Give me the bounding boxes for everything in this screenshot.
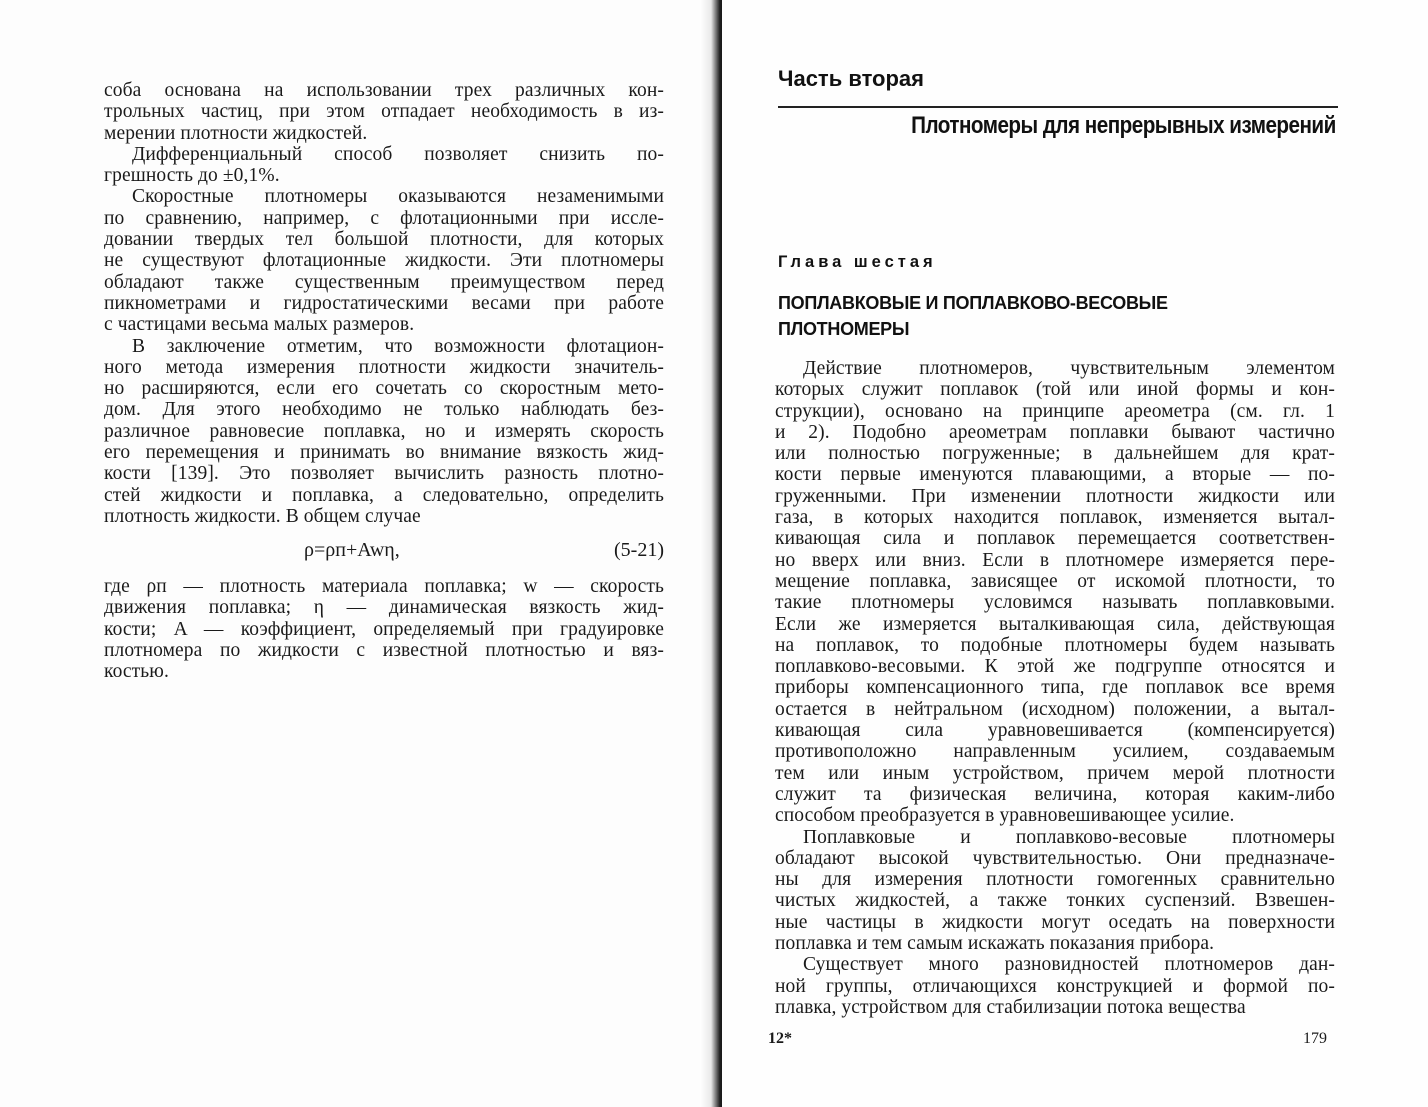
text-line: которых служит поплавок (той или иной формы и кон- — [775, 379, 1335, 401]
text-line: его перемещения и принимать во внимание вязкость жид- — [104, 442, 664, 464]
text-line: стей жидкости и поплавка, а следовательно, определить — [104, 484, 664, 506]
text-line: различное равновесие поплавка, но и измерять скорость — [104, 420, 664, 442]
left-page-text — [104, 80, 664, 527]
text-line: поплавково-весовыми. К этой же подгруппе относятся и — [775, 656, 1335, 678]
paragraph — [104, 186, 664, 335]
text-line: поплавка и тем самым искажать показания прибора. — [775, 933, 1215, 955]
paragraph — [775, 954, 1335, 1018]
text-line: на поплавок, то подобные плотномеры будем называть — [775, 634, 1335, 656]
text-line: плотномера по жидкости с известной плотностью и вяз- — [104, 639, 664, 661]
chapter-label: Глава шестая — [778, 253, 937, 271]
text-line: или полностью погруженные; в дальнейшем для крат- — [775, 443, 1335, 465]
text-line: Дифференциальный способ позволяет снизить по- — [132, 143, 664, 165]
text-line: Скоростные плотномеры оказываются незаменимыми — [132, 186, 664, 208]
text-line: способом преобразуется в уравновешивающее усилие. — [775, 805, 1235, 827]
text-line: груженными. При изменении плотности жидкости или — [775, 485, 1335, 507]
paragraph — [104, 576, 664, 682]
text-line: кости [139]. Это позволяет вычислить разность плотно- — [104, 463, 664, 485]
text-line: с частицами весьма малых размеров. — [104, 314, 415, 336]
text-line: кивающая сила уравновешивается (компенсируется) — [775, 720, 1335, 742]
text-line: такие плотномеры условимся называть поплавковыми. — [775, 592, 1335, 614]
text-line: Действие плотномеров, чувствительным элементом — [803, 358, 1335, 379]
paragraph — [104, 336, 664, 528]
text-line: ные частицы в жидкости могут оседать на поверхности — [775, 911, 1335, 933]
left-page — [0, 0, 712, 1107]
text-line: костью. — [104, 661, 169, 683]
text-line: дом. Для этого необходимо не только наблюдать без- — [104, 399, 664, 421]
text-line: служит та физическая величина, которая каким-либо — [775, 783, 1335, 805]
text-line: кости; A — коэффициент, определяемый при градуировке — [104, 618, 664, 640]
text-line: противоположно направленным усилием, создаваемым — [775, 741, 1335, 763]
text-line: грешность до ±0,1%. — [104, 165, 280, 187]
text-line: В заключение отметим, что возможности флотацион- — [132, 335, 664, 357]
chapter-title-line: ПОПЛАВКОВЫЕ И ПОПЛАВКОВО-ВЕСОВЫЕ — [778, 293, 1168, 313]
text-line: трольных частиц, при этом отпадает необходимость в из- — [104, 101, 664, 123]
text-line: ной группы, отличающихся конструкцией и формой по- — [775, 975, 1335, 997]
text-line: струкции), основано на принципе ареометра (см. гл. 1 — [775, 400, 1335, 422]
signature-mark: 12* — [768, 1030, 792, 1047]
text-line: и 2). Подобно ареометрам поплавки бывают частично — [775, 421, 1335, 443]
text-line: не существуют флотационные жидкости. Эти плотномеры — [104, 250, 664, 272]
paragraph — [775, 827, 1335, 955]
formula-5-21 — [104, 539, 664, 565]
part-title: Часть вторая — [778, 66, 925, 91]
text-line: плавка, устройством для стабилизации потока вещества — [775, 996, 1246, 1018]
page-number: 179 — [1303, 1030, 1327, 1047]
paragraph — [104, 144, 664, 187]
text-line: мещение поплавка, зависящее от искомой плотности, то — [775, 570, 1335, 592]
text-line: соба основана на использовании трех различных кон- — [104, 80, 664, 101]
text-line: Если же измеряется выталкивающая сила, действующая — [775, 613, 1335, 635]
text-line: мерении плотности жидкостей. — [104, 122, 368, 144]
chapter-title-line: ПЛОТНОМЕРЫ — [778, 319, 910, 339]
text-line: движения поплавка; η — динамическая вязкость жид- — [104, 597, 664, 619]
paragraph — [104, 80, 664, 144]
text-line: довании твердых тел большой плотности, для которых — [104, 229, 664, 251]
text-line: обладают высокой чувствительностью. Они предназначе- — [775, 847, 1335, 869]
text-line: плотность жидкости. В общем случае — [104, 505, 421, 527]
text-line: Поплавковые и поплавково-весовые плотномеры — [803, 826, 1335, 848]
text-line: ны для измерения плотности гомогенных сравнительно — [775, 869, 1335, 891]
left-after-formula-text — [104, 576, 664, 682]
text-line: но расширяются, если его сочетать со скоростным мето- — [104, 378, 664, 400]
formula-expression: ρ=ρп+Awη, — [304, 539, 400, 561]
text-line: обладают также существенным преимуществом перед — [104, 271, 664, 293]
text-line: чистых жидкостей, а также тонких суспензий. Взвешен- — [775, 890, 1335, 912]
text-line: тем или иным устройством, причем мерой плотности — [775, 762, 1335, 784]
text-line: остается в нейтральном (исходном) положении, а вытал- — [775, 698, 1335, 720]
formula-number: (5-21) — [614, 539, 664, 561]
text-line: приборы компенсационного типа, где поплавок все время — [775, 677, 1335, 699]
header-rule — [778, 106, 1338, 108]
text-line: где ρп — плотность материала поплавка; w — скорость — [104, 576, 664, 597]
text-line: ного метода измерения плотности жидкости значитель- — [104, 356, 664, 378]
section-title: Плотномеры для непрерывных измерений — [911, 112, 1336, 139]
text-line: кивающая сила и поплавок перемещается соответствен- — [775, 528, 1335, 550]
paragraph — [775, 358, 1335, 827]
text-line: газа, в которых находится поплавок, изменяется вытал- — [775, 507, 1335, 529]
text-line: по сравнению, например, с флотационными при иссле- — [104, 207, 664, 229]
text-line: но вверх или вниз. Если в плотномере измеряется пере- — [775, 549, 1335, 571]
right-page-text — [775, 358, 1335, 1018]
text-line: Существует много разновидностей плотномеров дан- — [803, 954, 1335, 976]
text-line: кости первые именуются плавающими, а вторые — по- — [775, 464, 1335, 486]
text-line: пикнометрами и гидростатическими весами при работе — [104, 292, 664, 314]
chapter-title — [778, 290, 1248, 342]
